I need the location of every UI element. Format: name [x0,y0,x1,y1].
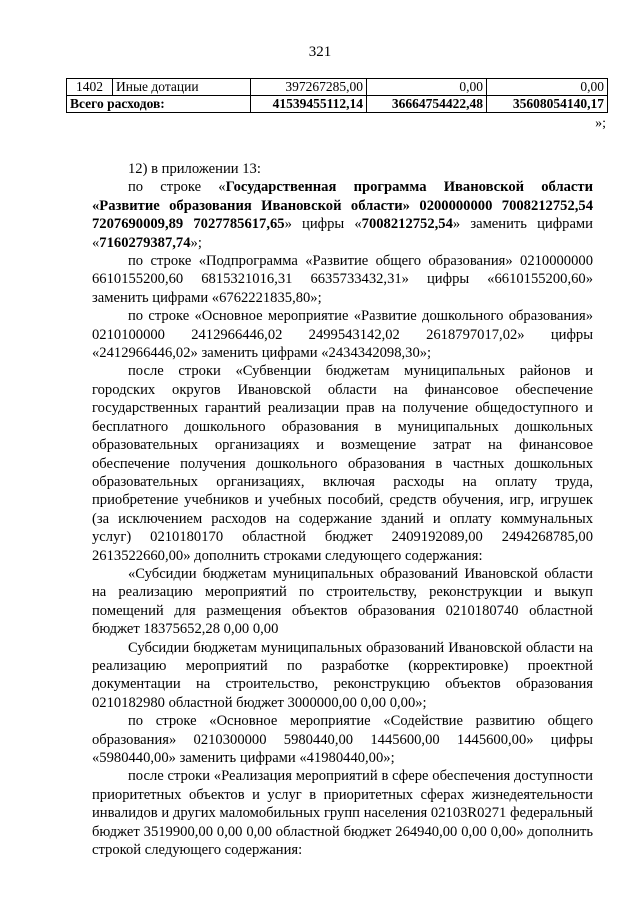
row-code: 1402 [67,79,113,96]
paragraph-subsidies-construction: «Субсидии бюджетам муниципальных образований Ивановской области на реализацию мероприятий по строительству, реконструкции и выкуп помещений для размещения объектов образования 0210180740 областной бюджет 18375652,28 0,00 0,00 [92,565,593,638]
total-value-3: 35608054140,17 [487,96,608,113]
paragraph-subventions: после строки «Субвенции бюджетам муниципальных районов и городских округов Ивановской области на финансовое обеспечение государственных гарантий реализации прав на получение общедоступного и бесплатного дошкольного образования в муниципальных дошкольных образовательных организациях и возмещение затрат на финансовое обеспечение получения дошкольного образования в частных дошкольных образовательных организациях, включая расходы на оплату труда, приобретение учебников и учебных пособий, средств обучения, игр, игрушек (за исключением расходов на содержание зданий и оплату коммунальных услуг) 0210180170 областной бюджет 2409192089,00 2494268785,00 2613522660,00» дополнить строками следующего содержания: [92,363,593,564]
row-value-3: 0,00 [487,79,608,96]
total-value-1: 41539455112,14 [251,96,367,113]
total-value-2: 36664754422,48 [367,96,487,113]
bold-old-value: 7008212752,54 [361,216,453,233]
text-span: » цифры « [284,216,362,233]
row-name: Иные дотации [113,79,251,96]
paragraph-general-education: по строке «Основное мероприятие «Содействие развитию общего образования» 0210300000 5980440,00 1445600,00 1445600,00» цифры «5980440,00» заменить цифрами «41980440,00»; [92,713,593,766]
row-value-2: 0,00 [367,79,487,96]
document-body [92,160,593,859]
page-number: 321 [308,44,332,60]
paragraph-appendix-13: 12) в приложении 13: [128,161,261,177]
text-span: по строке « [128,179,226,196]
closing-quote-mark: »; [595,116,606,131]
paragraph-subprogram: по строке «Подпрограмма «Развитие общего образования» 0210000000 6610155200,60 6815321016,31 6635733432,31» цифры «6610155200,60» заменить цифрами «6762221835,80»; [92,253,593,306]
text-span: »; [190,234,202,251]
paragraph-subsidies-design: Субсидии бюджетам муниципальных образований Ивановской области на реализацию мероприятий по разработке (корректировке) проектной документации на строительство, реконструкцию объектов образования 0210182980 областной бюджет 3000000,00 0,00 0,00»; [92,639,593,711]
paragraph-preschool: по строке «Основное мероприятие «Развитие дошкольного образования» 0210100000 2412966446,02 2499543142,02 2618797017,02» цифры «2412966446,02» заменить цифрами «2434342098,30»; [92,308,593,362]
paragraph-state-program [92,178,593,252]
table-row [67,79,608,96]
text-span: » заменить цифрами « [92,216,593,251]
paragraph-accessibility: после строки «Реализация мероприятий в сфере обеспечения доступности приоритетных объектов и услуг в приоритетных сферах жизнедеятельности инвалидов и других маломобильных групп населения 02103R0271 федеральный бюджет 3519900,00 0,00 0,00 областной бюджет 264940,00 0,00 0,00» дополнить строкой следующего содержания: [92,768,593,859]
bold-program-title: Государственная программа Ивановской области «Развитие образования Ивановской области» 0200000000 7008212752,54 7207690009,89 7027785617,65 [92,179,593,233]
budget-table [66,78,608,113]
row-value-1: 397267285,00 [251,79,367,96]
bold-new-value: 7160279387,74 [99,234,191,251]
total-label: Всего расходов: [67,96,251,113]
table-total-row [67,96,608,113]
